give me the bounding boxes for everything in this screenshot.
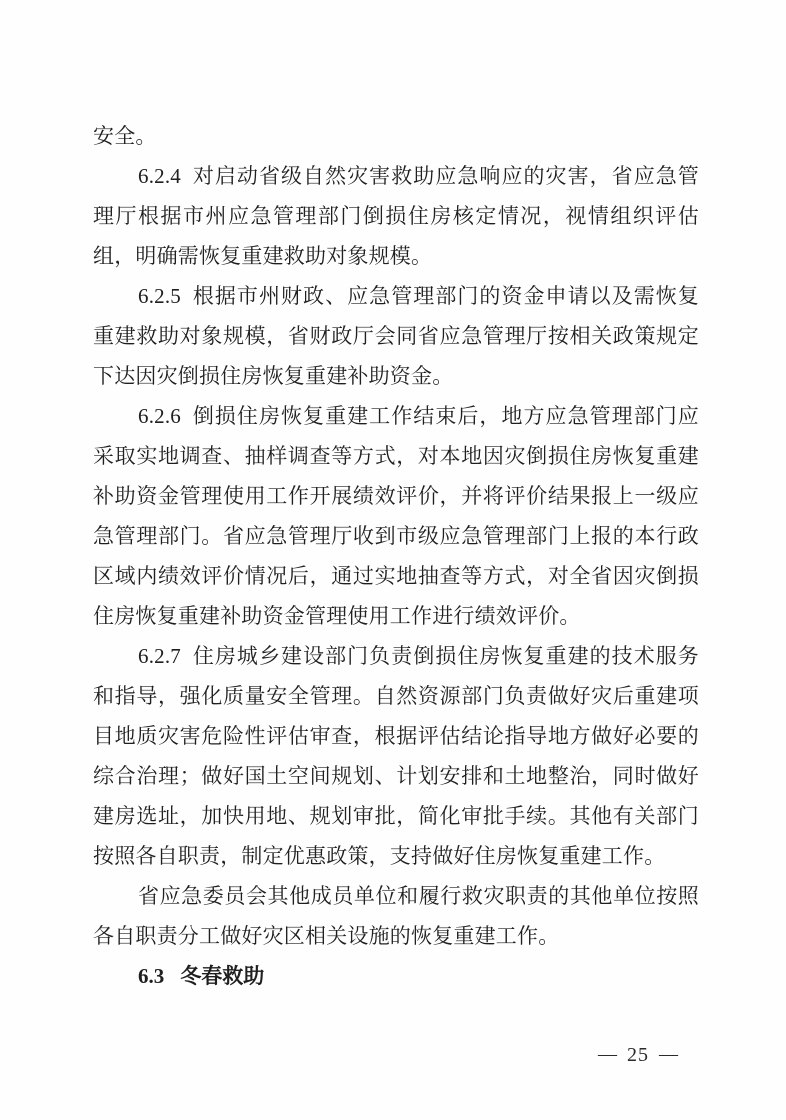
page-number-right-dash: —: [659, 1044, 678, 1065]
page-number-value: 25: [627, 1044, 649, 1066]
section-number-6-2-4: 6.2.4: [138, 164, 181, 188]
paragraph-text: 省应急委员会其他成员单位和履行救灾职责的其他单位按照各自职责分工做好灾区相关设施的恢复重建工作。: [93, 884, 699, 948]
section-heading-title: 冬春救助: [180, 964, 265, 988]
section-number-6-2-5: 6.2.5: [138, 284, 181, 308]
paragraph-6-2-7: [93, 636, 699, 876]
section-number-6-2-6: 6.2.6: [138, 404, 181, 428]
page-number: [598, 1041, 678, 1070]
section-number-6-3: 6.3: [138, 964, 165, 988]
paragraph-continuation: 安全。: [93, 124, 157, 148]
page-content: [93, 116, 699, 996]
section-number-6-2-7: 6.2.7: [138, 644, 181, 668]
paragraph-text: 倒损住房恢复重建工作结束后，地方应急管理部门应采取实地调查、抽样调查等方式，对本地因灾倒损住房恢复重建补助资金管理使用工作开展绩效评价，并将评价结果报上一级应急管理部门。省应急管理厅收到市级应急管理部门上报的本行政区域内绩效评价情况后，通过实地抽查等方式，对全省因灾倒损住房恢复重建补助资金管理使用工作进行绩效评价。: [93, 404, 699, 628]
page-number-left-dash: —: [598, 1044, 617, 1065]
paragraph-6-2-4: [93, 156, 699, 276]
paragraph-text: 对启动省级自然灾害救助应急响应的灾害，省应急管理厅根据市州应急管理部门倒损住房核定情况，视情组织评估组，明确需恢复重建救助对象规模。: [93, 164, 699, 268]
paragraph-6-2-6: [93, 396, 699, 636]
section-heading-6-3: [93, 956, 699, 996]
paragraph-text: 住房城乡建设部门负责倒损住房恢复重建的技术服务和指导，强化质量安全管理。自然资源部门负责做好灾后重建项目地质灾害危险性评估审查，根据评估结论指导地方做好必要的综合治理；做好国土空间规划、计划安排和土地整治，同时做好建房选址，加快用地、规划审批，简化审批手续。其他有关部门按照各自职责，制定优惠政策，支持做好住房恢复重建工作。: [93, 644, 699, 868]
paragraph-other-units: [93, 876, 699, 956]
paragraph-text: 根据市州财政、应急管理部门的资金申请以及需恢复重建救助对象规模，省财政厅会同省应急管理厅按相关政策规定下达因灾倒损住房恢复重建补助资金。: [93, 284, 699, 388]
paragraph-6-2-5: [93, 276, 699, 396]
